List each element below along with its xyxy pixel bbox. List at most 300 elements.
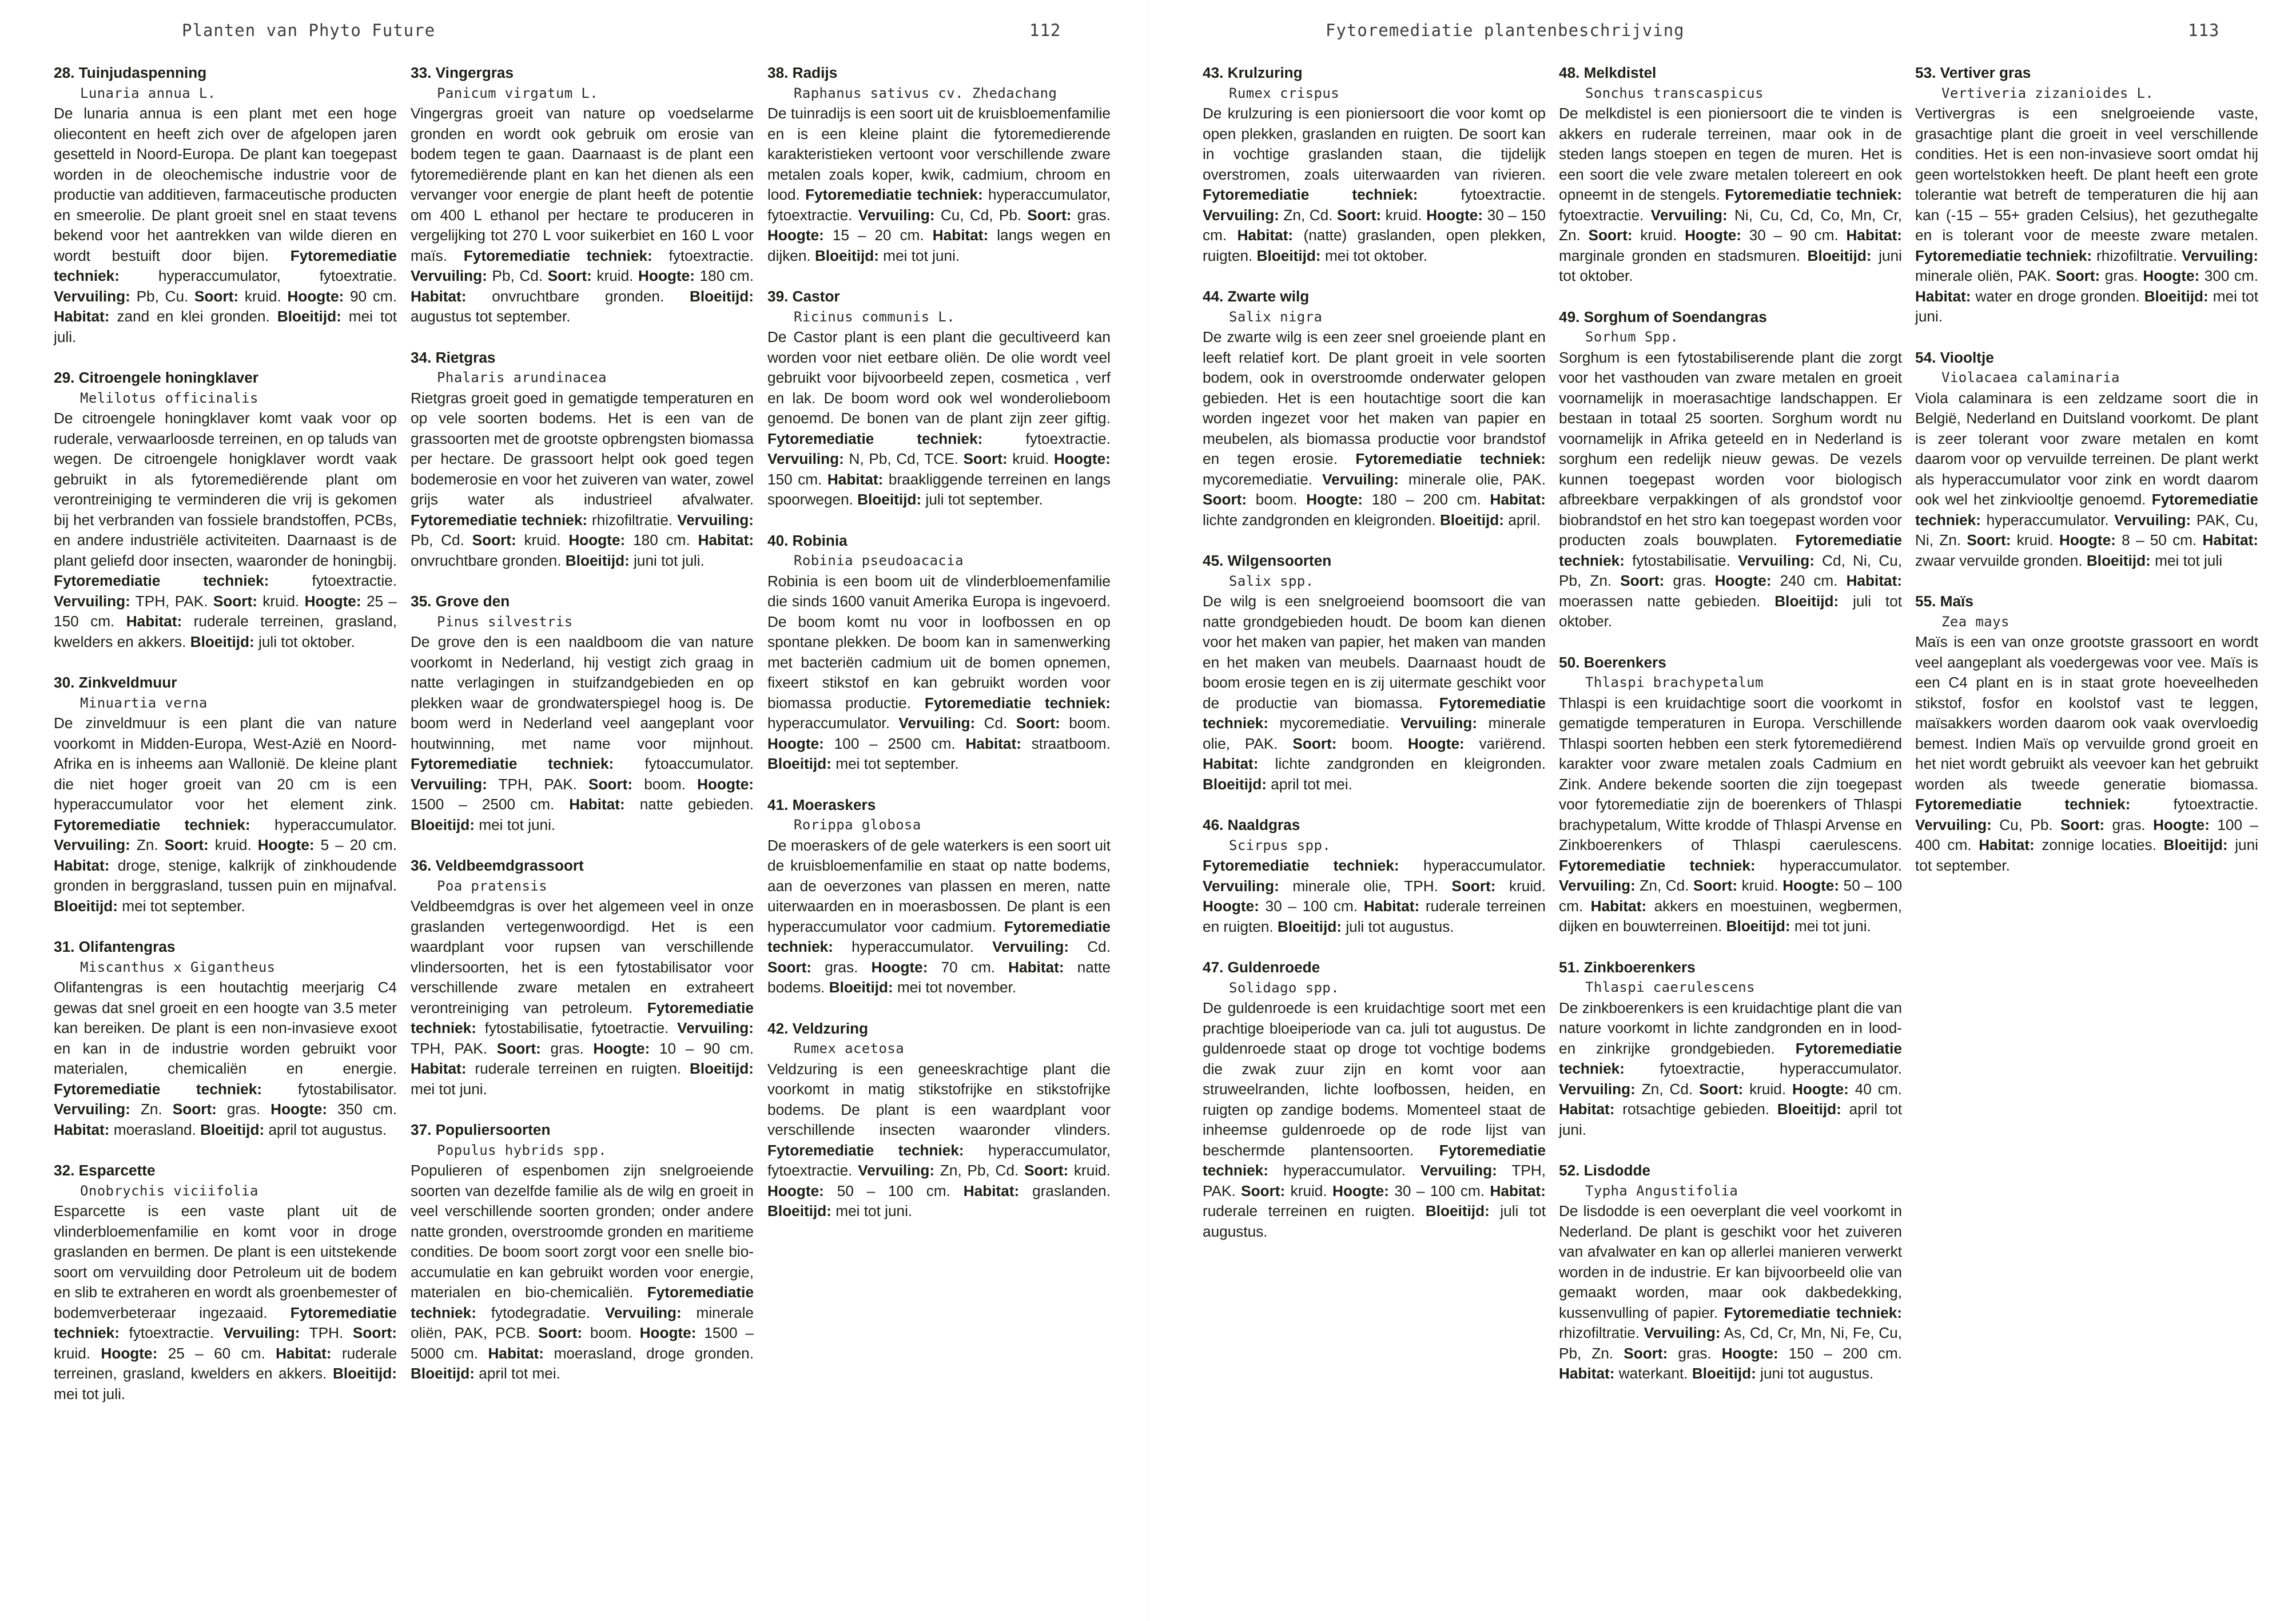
label-height: Hoogte: [697, 775, 754, 793]
value-bloom: mei tot juni. [1915, 287, 2258, 325]
entry-description [1559, 348, 1902, 632]
value-height: 10 – 90 cm. [659, 1039, 754, 1057]
value-habitat: water en droge gronden. [1975, 287, 2140, 305]
description-text: De moeraskers of de gele waterkers is een soort uit de kruisbloemenfamilie en staat op natte bodems, aan de oeverzones van plassen en meren, natte uiterwaarden en in moerasbossen. De plant is een hyperaccumulator voor cadmium. [767, 836, 1111, 935]
value-height: 180 – 200 cm. [1371, 491, 1481, 508]
label-bloom: Bloeitijd: [829, 979, 893, 996]
value-pollution: Pb, Cd. [492, 267, 543, 284]
value-technique: fytoextractie. [312, 572, 397, 589]
latin-name: Thlaspi caerulescens [1585, 979, 1755, 995]
value-technique: fytoextractie. [1461, 186, 1546, 203]
label-type: Soort: [1693, 877, 1738, 894]
label-habitat: Habitat: [411, 287, 467, 305]
value-pollution: minerale olie, PAK. [1408, 470, 1546, 488]
label-pollution: Vervuiling: [677, 511, 754, 529]
value-type: kruid. [1385, 206, 1422, 224]
label-pollution: Vervuiling: [1420, 1162, 1497, 1179]
value-technique: fytostabilisatie, fytoetractie. [484, 1019, 669, 1036]
label-bloom: Bloeitijd: [411, 1365, 475, 1382]
entry-title: 53. Vertiver gras [1915, 64, 2031, 81]
entry-description [1915, 632, 2258, 876]
value-pollution: TPH, PAK. [498, 775, 577, 793]
description-text: Olifantengras is een houtachtig meerjarig C4 gewas dat snel groeit en een hoogte van 3.5 meter kan bereiken. De plant is een non-invasieve exoot en kan in de industrie worden gebruikt voor materialen, chemicaliën en energie. [54, 979, 397, 1077]
value-technique: hyperaccumulator. [851, 938, 974, 955]
value-technique: fytodegradatie. [491, 1304, 591, 1321]
value-type: kruid. [1741, 877, 1778, 894]
label-type: Soort: [172, 1100, 217, 1118]
entry-description [411, 1161, 754, 1384]
value-type: gras. [1678, 1344, 1712, 1362]
value-pollution: TPH, PAK. [1203, 1162, 1546, 1199]
value-height: 1500 – 2500 cm. [411, 796, 555, 813]
value-technique: hyperaccumulator. [1780, 856, 1902, 874]
label-bloom: Bloeitijd: [332, 1365, 397, 1382]
value-pollution: TPH. [309, 1324, 344, 1341]
value-pollution: TPH, PAK. [135, 592, 208, 610]
value-habitat: natte gebieden. [639, 796, 754, 813]
plant-entry [1559, 957, 1902, 1141]
value-bloom: april tot juni. [1559, 1100, 1902, 1138]
latin-name: Populus hybrids spp. [437, 1142, 607, 1158]
value-height: 30 – 90 cm. [1749, 227, 1839, 244]
value-technique: fytostabilisator. [297, 1080, 397, 1098]
value-type: kruid. [2016, 531, 2054, 549]
value-habitat: ruderale terreinen, grasland, kwelders en akkers. [54, 1344, 397, 1382]
value-pollution: Pb, Cd. [411, 531, 464, 549]
label-habitat: Habitat: [411, 1060, 467, 1077]
entry-title: 48. Melkdistel [1559, 64, 1657, 81]
label-pollution: Vervuiling: [1650, 206, 1728, 224]
label-bloom: Bloeitijd: [200, 1121, 265, 1138]
value-height: 150 – 200 cm. [1788, 1344, 1902, 1362]
value-height: 100 – 400 cm. [1915, 816, 2258, 853]
value-habitat: zand en klei gronden. [117, 308, 270, 325]
plant-entry [767, 287, 1111, 510]
label-pollution: Vervuiling: [411, 775, 487, 793]
value-bloom: mei tot juli [2155, 551, 2223, 569]
value-height: 25 – 60 cm. [168, 1344, 265, 1362]
value-bloom: juni tot oktober. [1559, 247, 1902, 284]
label-type: Soort: [472, 531, 516, 549]
label-bloom: Bloeitijd: [1777, 1100, 1841, 1118]
entry-title: 41. Moeraskers [767, 796, 876, 813]
label-height: Hoogte: [638, 267, 695, 284]
value-habitat: moerasland, droge gronden. [554, 1344, 754, 1362]
plant-entry [1559, 63, 1902, 287]
value-habitat: moerassen natte gebieden. [1559, 592, 1761, 610]
plant-entry [411, 1120, 754, 1384]
entry-description [1203, 327, 1546, 530]
value-height: 30 – 100 cm. [1265, 897, 1358, 915]
value-bloom: mei tot november. [897, 979, 1017, 996]
description-text: De lisdodde is een oeverplant die veel voorkomt in Nederland. De plant is geschikt voor het zuiveren van afvalwater en kan op allerlei manieren verwerkt worden in de industrie. Er kan bijvoorbeeld olie van gemaakt worden, maar ook dakbedekking, kussenvulling of papier. [1559, 1202, 1902, 1321]
value-bloom: juni tot augustus. [1760, 1365, 1874, 1382]
right-page [1148, 0, 2296, 1621]
label-bloom: Bloeitijd: [1203, 775, 1267, 793]
plant-entry [411, 856, 754, 1099]
value-pollution: minerale olie, PAK. [1203, 714, 1546, 752]
latin-name: Vertiveria zizanioides L. [1941, 85, 2154, 101]
description-text: Thlaspi is een kruidachtige soort die voorkomt in gematigde temperaturen in Europa. Verschillende Thlaspi soorten hebben een sterk fytoremediërend karakter voor zware metalen zoals Cadmium en Zink. Andere bekende soorten die zijn toegepast voor fytoremediatie zijn de boerenkers of Thlaspi brachypetalum, Witte krodde of Thlaspi Arvense en Zinkboerenkers of Thlaspi caerulescens. [1559, 694, 1902, 853]
label-type: Soort: [1337, 206, 1382, 224]
value-pollution: minerale oliën, PAK. [1915, 267, 2051, 284]
label-type: Soort: [2056, 267, 2100, 284]
label-bloom: Bloeitijd: [190, 633, 254, 650]
label-technique: Fytoremediatie techniek: [1559, 856, 1756, 874]
latin-name: Miscanthus x Gigantheus [80, 959, 276, 975]
value-pollution: minerale oliën, PAK, PCB. [411, 1304, 754, 1341]
entry-title: 32. Esparcette [54, 1162, 156, 1179]
value-bloom: mei tot oktober. [1324, 247, 1427, 264]
label-height: Hoogte: [1407, 734, 1465, 752]
value-type: boom. [590, 1324, 632, 1341]
entry-description [1559, 693, 1902, 937]
description-text: Rietgras groeit goed in gematigde temperaturen en op vele soorten bodems. Het is een van de grassoorten met de grootste opbrengsten biomassa per hectare. De grassoort helpt ook goed tegen bodemerosie en voor het zuiveren van water, zowel grijs water als industrieel afvalwater. [411, 389, 754, 508]
value-habitat: droge, stenige, kalkrijk of zinkhoudende gronden in berggrasland, tussen puin en mijnafval. [54, 856, 397, 894]
value-technique: fytostabilisatie. [1632, 551, 1730, 569]
label-type: Soort: [1967, 531, 2011, 549]
entry-title: 44. Zwarte wilg [1203, 288, 1310, 305]
label-technique: Fytoremediatie techniek: [1203, 694, 1546, 732]
column-6 [1915, 63, 2258, 896]
label-technique: Fytoremediatie techniek: [54, 247, 397, 284]
value-height: 30 – 100 cm. [1394, 1182, 1485, 1199]
value-pollution: Zn, Cd. [1283, 206, 1333, 224]
latin-name: Poa pratensis [437, 877, 548, 894]
plant-entry [54, 673, 397, 916]
label-pollution: Vervuiling: [1644, 1324, 1721, 1341]
value-technique: hyperaccumulator. [274, 816, 397, 833]
value-height: 1500 – 5000 cm. [411, 1324, 754, 1362]
label-technique: Fytoremediatie techniek: [54, 1080, 262, 1098]
label-bloom: Bloeitijd: [1692, 1365, 1756, 1382]
entry-description [1559, 1201, 1902, 1384]
value-type: kruid. [214, 836, 252, 853]
entry-title: 45. Wilgensoorten [1203, 552, 1332, 569]
value-habitat: langs wegen en dijken. [767, 227, 1111, 264]
value-bloom: mei tot juli. [54, 1385, 126, 1403]
value-type: gras. [226, 1100, 261, 1118]
label-type: Soort: [1203, 491, 1247, 508]
value-habitat: ruderale terreinen en ruigten. [1203, 897, 1546, 935]
value-bloom: juli tot augustus. [1203, 1202, 1546, 1240]
value-habitat: natte bodems. [767, 958, 1111, 996]
label-pollution: Vervuiling: [1400, 714, 1478, 732]
plant-entry [767, 795, 1111, 998]
label-pollution: Vervuiling: [411, 267, 487, 284]
entry-title: 37. Populiersoorten [411, 1121, 551, 1138]
entry-title: 30. Zinkveldmuur [54, 674, 177, 691]
label-pollution: Vervuiling: [858, 206, 935, 224]
description-text: De zinkboerenkers is een kruidachtige plant die van nature voorkomt in lichte zandgronden en in lood- en zinkrijke grondgebieden. [1559, 999, 1902, 1057]
value-type: kruid. [54, 1344, 91, 1362]
entry-title: 50. Boerenkers [1559, 653, 1666, 671]
description-text: Maïs is een van onze grootste grassoort en wordt veel aangeplant als voedergewas voor vee. Maïs is een C4 plant en is in staat grote hoeveelheden stikstof, fosfor en koolstof vast te leggen, maïsakkers worden daarom ook vaak overvloedig bemest. Indien Maïs op vervuilde grond groeit en het niet wordt gebruikt als veevoer kan het gebruikt worden als tweede generatie biomassa. [1915, 633, 2258, 793]
label-habitat: Habitat: [569, 796, 625, 813]
label-height: Hoogte: [1721, 1344, 1778, 1362]
label-height: Hoogte: [568, 531, 626, 549]
label-pollution: Vervuiling: [54, 592, 130, 610]
entry-title: 28. Tuinjudaspenning [54, 64, 207, 81]
label-technique: Fytoremediatie techniek: [1355, 450, 1546, 467]
plant-entry [1559, 307, 1902, 632]
plant-entry [767, 1019, 1111, 1222]
label-pollution: Vervuiling: [54, 1100, 130, 1118]
label-bloom: Bloeitijd: [1425, 1202, 1490, 1219]
label-technique: Fytoremediatie techniek: [1559, 1039, 1902, 1077]
label-bloom: Bloeitijd: [689, 287, 754, 305]
entry-description [54, 1201, 397, 1404]
label-type: Soort: [1620, 572, 1665, 589]
label-habitat: Habitat: [1590, 897, 1647, 915]
description-text: Viola calaminara is een zeldzame soort die in België, Nederland en Duitsland voorkomt. De plant is zeer tolerant voor zware metalen en komt daarom voor op vervuilde terreinen. De plant werkt als hyperaccumulator voor zink en wordt daarom ook wel het zinkviooltje genoemd. [1915, 389, 2258, 508]
value-type: kruid. [1749, 1080, 1786, 1098]
value-bloom: augustus tot september. [411, 308, 571, 325]
value-height: 70 cm. [941, 958, 996, 976]
value-pollution: As, Cd, Cr, Mn, Ni, Fe, Cu, Pb, Zn. [1559, 1324, 1903, 1362]
label-type: Soort: [164, 836, 209, 853]
value-type: boom. [1255, 491, 1298, 508]
latin-name: Panicum virgatum L. [437, 85, 599, 101]
value-type: kruid. [244, 287, 281, 305]
entry-description [767, 104, 1111, 266]
value-habitat: akkers en moestuinen, wegbermen, dijken en bouwterreinen. [1559, 897, 1903, 935]
latin-name: Raphanus sativus cv. Zhedachang [794, 85, 1057, 101]
value-bloom: april. [1508, 511, 1541, 529]
column-5 [1559, 63, 1902, 1405]
label-technique: Fytoremediatie techniek: [1203, 1141, 1546, 1179]
description-text: Sorghum is een fytostabiliserende plant die zorgt voor het vasthouden van zware metalen en groeit voornamelijk in moerasachtige landschappen. Er bestaan in totaal 25 soorten. Sorghum wordt nu voornamelijk in Afrika geteeld en in Nederland is sorghum een redelijk nieuw gewas. De vezels kunnen toegepast worden voor biologisch afbreekbare verpakkingen of als grondstof voor biobrandstof en het stro kan toegepast worden voor producten zoals bouwplaten. [1559, 348, 1902, 549]
entry-description [54, 408, 397, 652]
left-running-title: Planten van Phyto Future [182, 21, 436, 40]
label-type: Soort: [1588, 227, 1633, 244]
label-height: Hoogte: [1685, 227, 1742, 244]
value-height: 50 – 100 cm. [1559, 877, 1903, 915]
value-habitat: marginale gronden en stadsmuren. [1559, 247, 1801, 264]
entry-title: 31. Olifantengras [54, 938, 176, 955]
label-habitat: Habitat: [1237, 227, 1294, 244]
label-height: Hoogte: [871, 958, 928, 976]
label-height: Hoogte: [287, 287, 344, 305]
label-habitat: Habitat: [1979, 836, 2035, 853]
label-pollution: Vervuiling: [1915, 816, 1992, 833]
description-text: Populieren of espenbomen zijn snelgroeiende soorten van dezelfde familie als de wilg en groeit in veel verschillende soorten gronden; onder andere natte gronden, overstroomde gronden en maritieme condities. De boom soort zorgt voor een snelle bio-accumulatie en kan gebruikt worden voor energie, materialen en bio-chemicaliën. [411, 1162, 754, 1301]
description-text: Vingergras groeit van nature op voedselarme gronden en wordt ook gebruik om erosie van bodem tegen te gaan. Daarnaast is de plant een fytoremediërende plant en kan het dienen als een vervanger voor energie de plant heeft de potentie om 400 L ethanol per hectare te produceren in vergelijking tot 270 L voor suikerbiet en 160 L voor maïs. [411, 105, 754, 264]
latin-name: Rumex crispus [1229, 85, 1340, 101]
latin-name: Lunaria annua L. [80, 85, 216, 101]
entry-title: 38. Radijs [767, 64, 838, 81]
latin-name: Ricinus communis L. [794, 308, 956, 325]
entry-description [767, 1059, 1111, 1222]
entry-title: 33. Vingergras [411, 64, 514, 81]
label-technique: Fytoremediatie techniek: [1559, 531, 1902, 569]
label-habitat: Habitat: [1846, 572, 1903, 589]
value-pollution: Cd, Ni, Cu, Pb, Zn. [1559, 551, 1902, 589]
value-habitat: ruderale terreinen en ruigten. [1203, 1202, 1415, 1219]
label-pollution: Vervuiling: [604, 1304, 682, 1321]
latin-name: Sonchus transcaspicus [1585, 85, 1764, 101]
value-technique: hyperaccumulator. [1986, 511, 2109, 529]
value-habitat: lichte zandgronden en kleigronden. [1203, 511, 1436, 529]
label-type: Soort: [1451, 877, 1496, 895]
latin-name: Scirpus spp. [1229, 837, 1331, 853]
value-type: kruid. [1640, 227, 1677, 244]
value-height: 50 – 100 cm. [837, 1182, 950, 1199]
label-pollution: Vervuiling: [54, 287, 130, 305]
latin-name: Melilotus officinalis [80, 390, 258, 406]
entry-title: 43. Krulzuring [1203, 64, 1303, 81]
value-type: gras. [2104, 267, 2138, 284]
entry-description [1915, 104, 2258, 327]
value-bloom: juli tot oktober. [1559, 592, 1903, 630]
label-technique: Fytoremediatie techniek: [1203, 857, 1399, 874]
plant-entry [1559, 653, 1902, 937]
label-bloom: Bloeitijd: [54, 897, 118, 915]
label-technique: Fytoremediatie techniek: [411, 755, 614, 772]
label-habitat: Habitat: [698, 531, 754, 549]
plant-entry [1559, 1161, 1902, 1384]
value-type: kruid. [262, 592, 300, 610]
entry-title: 54. Viooltje [1915, 348, 1994, 366]
label-pollution: Vervuiling: [992, 938, 1069, 955]
plant-entry [411, 348, 754, 571]
latin-name: Violacaea calaminaria [1941, 370, 2120, 386]
value-pollution: minerale olie, TPH. [1292, 877, 1438, 895]
label-habitat: Habitat: [827, 470, 884, 488]
label-pollution: Vervuiling: [767, 450, 844, 467]
description-text: De wilg is een snelgroeiend boomsoort die van natte grondgebieden houdt. De boom kan dienen voor het maken van papier, het maken van manden en het maken van meubels. Daarnaast houdt de boom erosie tegen en is zij uitermate geschikt voor de productie van biomassa. [1203, 593, 1546, 712]
label-pollution: Vervuiling: [223, 1324, 300, 1341]
value-height: 90 cm. [350, 287, 397, 305]
value-bloom: mei tot juni. [883, 247, 960, 264]
label-technique: Fytoremediatie techniek: [1915, 491, 2258, 529]
value-type: kruid. [1012, 450, 1049, 467]
entry-description [1915, 388, 2258, 571]
value-height: 300 cm. [2204, 267, 2259, 284]
latin-name: Rorippa globosa [794, 817, 921, 833]
entry-description [1559, 104, 1902, 287]
label-habitat: Habitat: [1363, 897, 1420, 915]
label-habitat: Habitat: [488, 1344, 544, 1362]
latin-name: Sorhum Spp. [1585, 329, 1679, 345]
label-bloom: Bloeitijd: [814, 247, 879, 264]
label-technique: Fytoremediatie techniek: [411, 999, 754, 1036]
label-type: Soort: [194, 287, 239, 305]
value-technique: hyperaccumulator, fytoextratie. [158, 267, 397, 284]
entry-title: 46. Naaldgras [1203, 816, 1300, 833]
label-height: Hoogte: [304, 592, 361, 610]
value-habitat: (natte) graslanden, open plekken, ruigten. [1203, 227, 1546, 264]
label-type: Soort: [538, 1324, 583, 1341]
label-bloom: Bloeitijd: [767, 755, 832, 772]
label-pollution: Vervuiling: [54, 836, 130, 853]
value-bloom: mei tot juni. [1794, 917, 1871, 935]
label-bloom: Bloeitijd: [1278, 917, 1342, 935]
value-pollution: Zn, Cd. [1640, 877, 1689, 894]
value-pollution: Cd. [1087, 938, 1111, 955]
label-habitat: Habitat: [963, 1182, 1020, 1199]
value-habitat: ruderale terreinen, grasland, kwelders en akkers. [54, 613, 397, 650]
value-bloom: mei tot juni. [411, 1080, 487, 1098]
label-pollution: Vervuiling: [898, 714, 976, 732]
right-running-title: Fytoremediatie plantenbeschrijving [1326, 21, 1685, 40]
entry-description [1203, 856, 1546, 937]
label-height: Hoogte: [1306, 491, 1363, 508]
label-technique: Fytoremediatie techniek: [924, 694, 1111, 712]
description-text: De krulzuring is een pioniersoort die voor komt op open plekken, graslanden en ruigten. De soort kan in vochtige graslanden staan, die tijdelijk overstromen, zoals uiterwaarden van rivieren. [1203, 105, 1546, 183]
value-technique: fytoextractie. [1025, 430, 1111, 447]
latin-name: Onobrychis viciifolia [80, 1182, 258, 1199]
label-technique: Fytoremediatie techniek: [54, 1304, 397, 1341]
value-height: variërend. [1479, 734, 1546, 752]
entry-title: 49. Sorghum of Soendangras [1559, 308, 1767, 325]
value-technique: rhizofiltratie. [592, 511, 673, 529]
value-height: 240 cm. [1780, 572, 1838, 589]
label-height: Hoogte: [2143, 267, 2200, 284]
value-pollution: PAK, Cu, Ni, Zn. [1915, 511, 2259, 549]
latin-name: Minuartia verna [80, 694, 208, 711]
value-bloom: april tot mei. [479, 1365, 560, 1382]
entry-title: 39. Castor [767, 288, 840, 305]
entry-description [1203, 104, 1546, 266]
value-height: 25 – 150 cm. [54, 592, 397, 630]
latin-name: Pinus silvestris [437, 613, 573, 630]
plant-entry [1203, 957, 1546, 1242]
entry-description [411, 104, 754, 327]
plant-entry [1203, 815, 1546, 937]
label-bloom: Bloeitijd: [277, 308, 341, 325]
value-pollution: Ni, Cu, Cd, Co, Mn, Cr, Zn. [1559, 206, 1902, 244]
entry-title: 35. Grove den [411, 593, 510, 610]
entry-description [411, 632, 754, 835]
plant-entry [1915, 348, 2258, 571]
value-technique: hyperaccumulator. [767, 714, 890, 732]
value-technique: mycoremediatie. [1279, 714, 1390, 732]
label-technique: Fytoremediatie techniek: [54, 816, 250, 833]
label-type: Soort: [352, 1324, 397, 1341]
description-text: De lunaria annua is een plant met een hoge oliecontent en heeft zich over de afgelopen jaren gesetteld in Noord-Europa. De plant kan toegepast worden in de oleochemische industrie voor de productie van additieven, farmaceutische producten en smeerolie. De plant groeit snel en staat tevens bekend voor het aantrekken van wilde dieren en wordt bestuift door bijen. [54, 105, 397, 264]
entry-description [54, 713, 397, 916]
value-height: 180 cm. [699, 267, 754, 284]
latin-name: Thlaspi brachypetalum [1585, 674, 1764, 690]
label-type: Soort: [1027, 206, 1072, 224]
label-height: Hoogte: [1332, 1182, 1389, 1199]
value-pollution: TPH, PAK. [411, 1039, 488, 1057]
value-type: kruid. [596, 267, 634, 284]
label-habitat: Habitat: [2202, 531, 2259, 549]
entry-description [1559, 998, 1902, 1141]
value-habitat: onvruchtbare gronden. [492, 287, 664, 305]
label-bloom: Bloeitijd: [857, 491, 922, 508]
label-bloom: Bloeitijd: [1256, 247, 1321, 264]
label-pollution: Vervuiling: [1203, 877, 1279, 895]
latin-name: Salix nigra [1229, 308, 1323, 325]
label-technique: Fytoremediatie techniek: [463, 247, 652, 264]
label-height: Hoogte: [1203, 897, 1259, 915]
description-text: De grove den is een naaldboom die van nature voorkomt in Nederland, hij vestigt zich graag in natte verlagingen in stuifzandgebieden en op plekken waar de grondwaterspiegel hoog is. De boom werd in Nederland veel aangeplant voor houtwinning, met name voor mijnhout. [411, 633, 754, 752]
label-height: Hoogte: [767, 734, 824, 752]
entry-title: 47. Guldenroede [1203, 959, 1320, 976]
plant-entry [54, 1161, 397, 1404]
value-bloom: april tot mei. [1271, 775, 1352, 793]
entry-description [767, 571, 1111, 774]
label-technique: Fytoremediatie techniek: [54, 572, 269, 589]
label-bloom: Bloeitijd: [565, 551, 630, 569]
label-habitat: Habitat: [54, 1121, 110, 1138]
entry-description [1203, 591, 1546, 794]
entry-title: 29. Citroengele honingklaver [54, 369, 258, 386]
label-bloom: Bloeitijd: [411, 816, 475, 833]
